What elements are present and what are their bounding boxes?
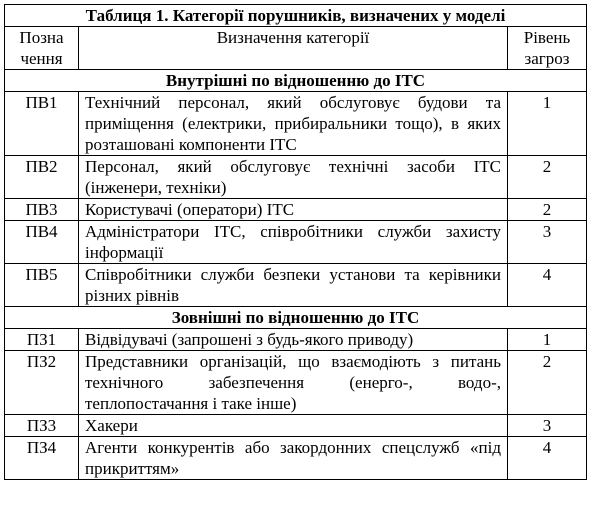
table-row — [5, 329, 587, 351]
header-threat-level: Рівень загроз — [508, 27, 587, 70]
header-description: Визначення категорії — [79, 27, 508, 70]
row-threat-level: 2 — [508, 199, 587, 221]
table-caption: Таблиця 1. Категорії порушників, визначених у моделі — [5, 5, 587, 27]
table-body — [5, 70, 587, 480]
row-description: Представники організацій, що взаємодіють з питань технічного забезпечення (енерго-, водо-, теплопостачання і таке інше) — [79, 351, 508, 415]
row-code: ПВ2 — [5, 156, 79, 199]
row-code: ПЗ3 — [5, 415, 79, 437]
table-row — [5, 92, 587, 156]
section-row — [5, 70, 587, 92]
table-row — [5, 199, 587, 221]
row-threat-level: 2 — [508, 156, 587, 199]
row-code: ПВ3 — [5, 199, 79, 221]
row-threat-level: 4 — [508, 264, 587, 307]
row-code: ПЗ4 — [5, 437, 79, 480]
row-description: Адміністратори ІТС, співробітники служби захисту інформації — [79, 221, 508, 264]
row-description: Хакери — [79, 415, 508, 437]
row-description: Користувачі (оператори) ІТС — [79, 199, 508, 221]
table-row — [5, 351, 587, 415]
table-row — [5, 437, 587, 480]
row-threat-level: 3 — [508, 415, 587, 437]
row-code: ПЗ1 — [5, 329, 79, 351]
row-code: ПВ4 — [5, 221, 79, 264]
table-row — [5, 415, 587, 437]
intruder-categories-table — [4, 4, 587, 480]
header-code: Позна чення — [5, 27, 79, 70]
section-title: Зовнішні по відношенню до ІТС — [5, 307, 587, 329]
row-description: Співробітники служби безпеки установи та керівники різних рівнів — [79, 264, 508, 307]
table-row — [5, 264, 587, 307]
table-row — [5, 156, 587, 199]
row-code: ПВ1 — [5, 92, 79, 156]
table-row — [5, 221, 587, 264]
row-code: ПВ5 — [5, 264, 79, 307]
row-threat-level: 4 — [508, 437, 587, 480]
caption-row — [5, 5, 587, 27]
row-description: Агенти конкурентів або закордонних спецслужб «під прикриттям» — [79, 437, 508, 480]
row-description: Відвідувачі (запрошені з будь-якого приводу) — [79, 329, 508, 351]
row-threat-level: 2 — [508, 351, 587, 415]
row-threat-level: 1 — [508, 329, 587, 351]
header-row — [5, 27, 587, 70]
row-description: Персонал, який обслуговує технічні засоби ІТС (інженери, техніки) — [79, 156, 508, 199]
row-threat-level: 1 — [508, 92, 587, 156]
section-title: Внутрішні по відношенню до ІТС — [5, 70, 587, 92]
row-code: ПЗ2 — [5, 351, 79, 415]
section-row — [5, 307, 587, 329]
row-threat-level: 3 — [508, 221, 587, 264]
row-description: Технічний персонал, який обслуговує будови та приміщення (електрики, прибиральники тощо), в яких розташовані компоненти ІТС — [79, 92, 508, 156]
